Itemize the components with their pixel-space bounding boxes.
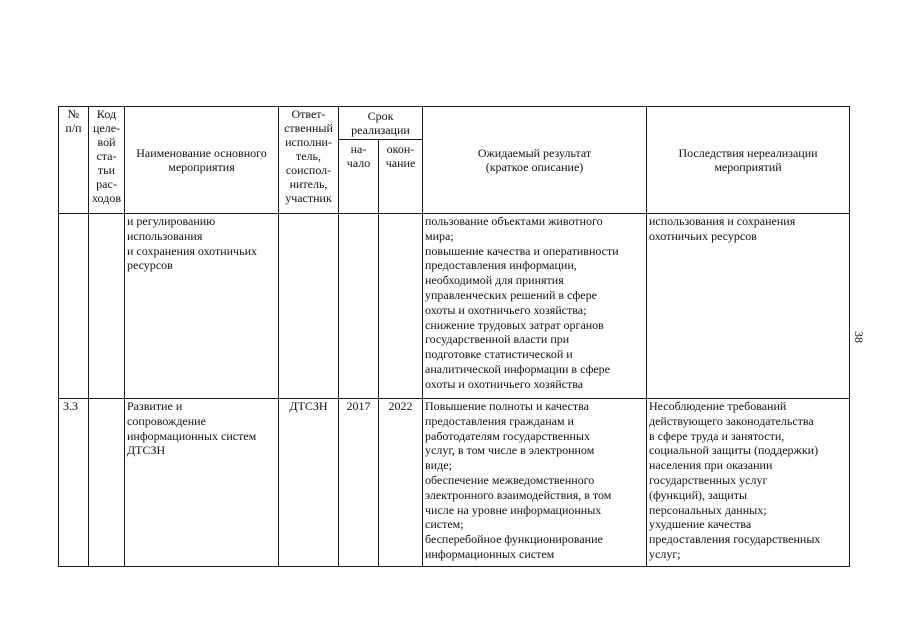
row-end <box>379 214 423 399</box>
row-consequences: использования и сохранения охотничьих ресурсов <box>647 214 850 399</box>
row-num <box>59 214 89 399</box>
row-result: пользование объектами животного мира; повышение качества и оперативности предоставления информации, необходимой для принятия управленческих решений в сфере охоты и охотничьего хозяйства; снижение трудовых затрат органов государственной власти при подготовке статистической и аналитической информации в сфере охоты и охотничьего хозяйства <box>423 214 647 399</box>
header-responsible: Ответ- ственный исполни- тель, соиспол- нитель, участник <box>279 107 339 214</box>
row-name: Развитие и сопровождение информационных систем ДТСЗН <box>125 399 279 567</box>
header-num: № п/п <box>59 107 89 214</box>
header-end: окон- чание <box>379 140 423 214</box>
header-result: Ожидаемый результат (краткое описание) <box>423 107 647 214</box>
row-num: 3.3 <box>59 399 89 567</box>
header-code: Код целе- вой ста- тьи рас- ходов <box>89 107 125 214</box>
row-start: 2017 <box>339 399 379 567</box>
row-consequences: Несоблюдение требований действующего законодательства в сфере труда и занятости, социальной защиты (поддержки) населения при оказании государственных услуг (функций), защиты персональных данных; ухудшение качества предоставления государственных услуг; <box>647 399 850 567</box>
table-row <box>59 214 850 399</box>
row-responsible: ДТСЗН <box>279 399 339 567</box>
row-code <box>89 214 125 399</box>
row-responsible <box>279 214 339 399</box>
header-term: Срок реализации <box>339 107 423 140</box>
table-header-row <box>59 107 850 140</box>
table-row <box>59 399 850 567</box>
measures-table <box>58 106 850 567</box>
page-number: 38 <box>852 331 866 343</box>
row-start <box>339 214 379 399</box>
row-end: 2022 <box>379 399 423 567</box>
header-name: Наименование основного мероприятия <box>125 107 279 214</box>
header-consequences: Последствия нереализации мероприятий <box>647 107 850 214</box>
header-start: на- чало <box>339 140 379 214</box>
row-name: и регулированию использования и сохранения охотничьих ресурсов <box>125 214 279 399</box>
row-code <box>89 399 125 567</box>
row-result: Повышение полноты и качества предоставления гражданам и работодателям государственных услуг, в том числе в электронном виде; обеспечение межведомственного электронного взаимодействия, в том числе на уровне информационных систем; бесперебойное функционирование информационных систем <box>423 399 647 567</box>
